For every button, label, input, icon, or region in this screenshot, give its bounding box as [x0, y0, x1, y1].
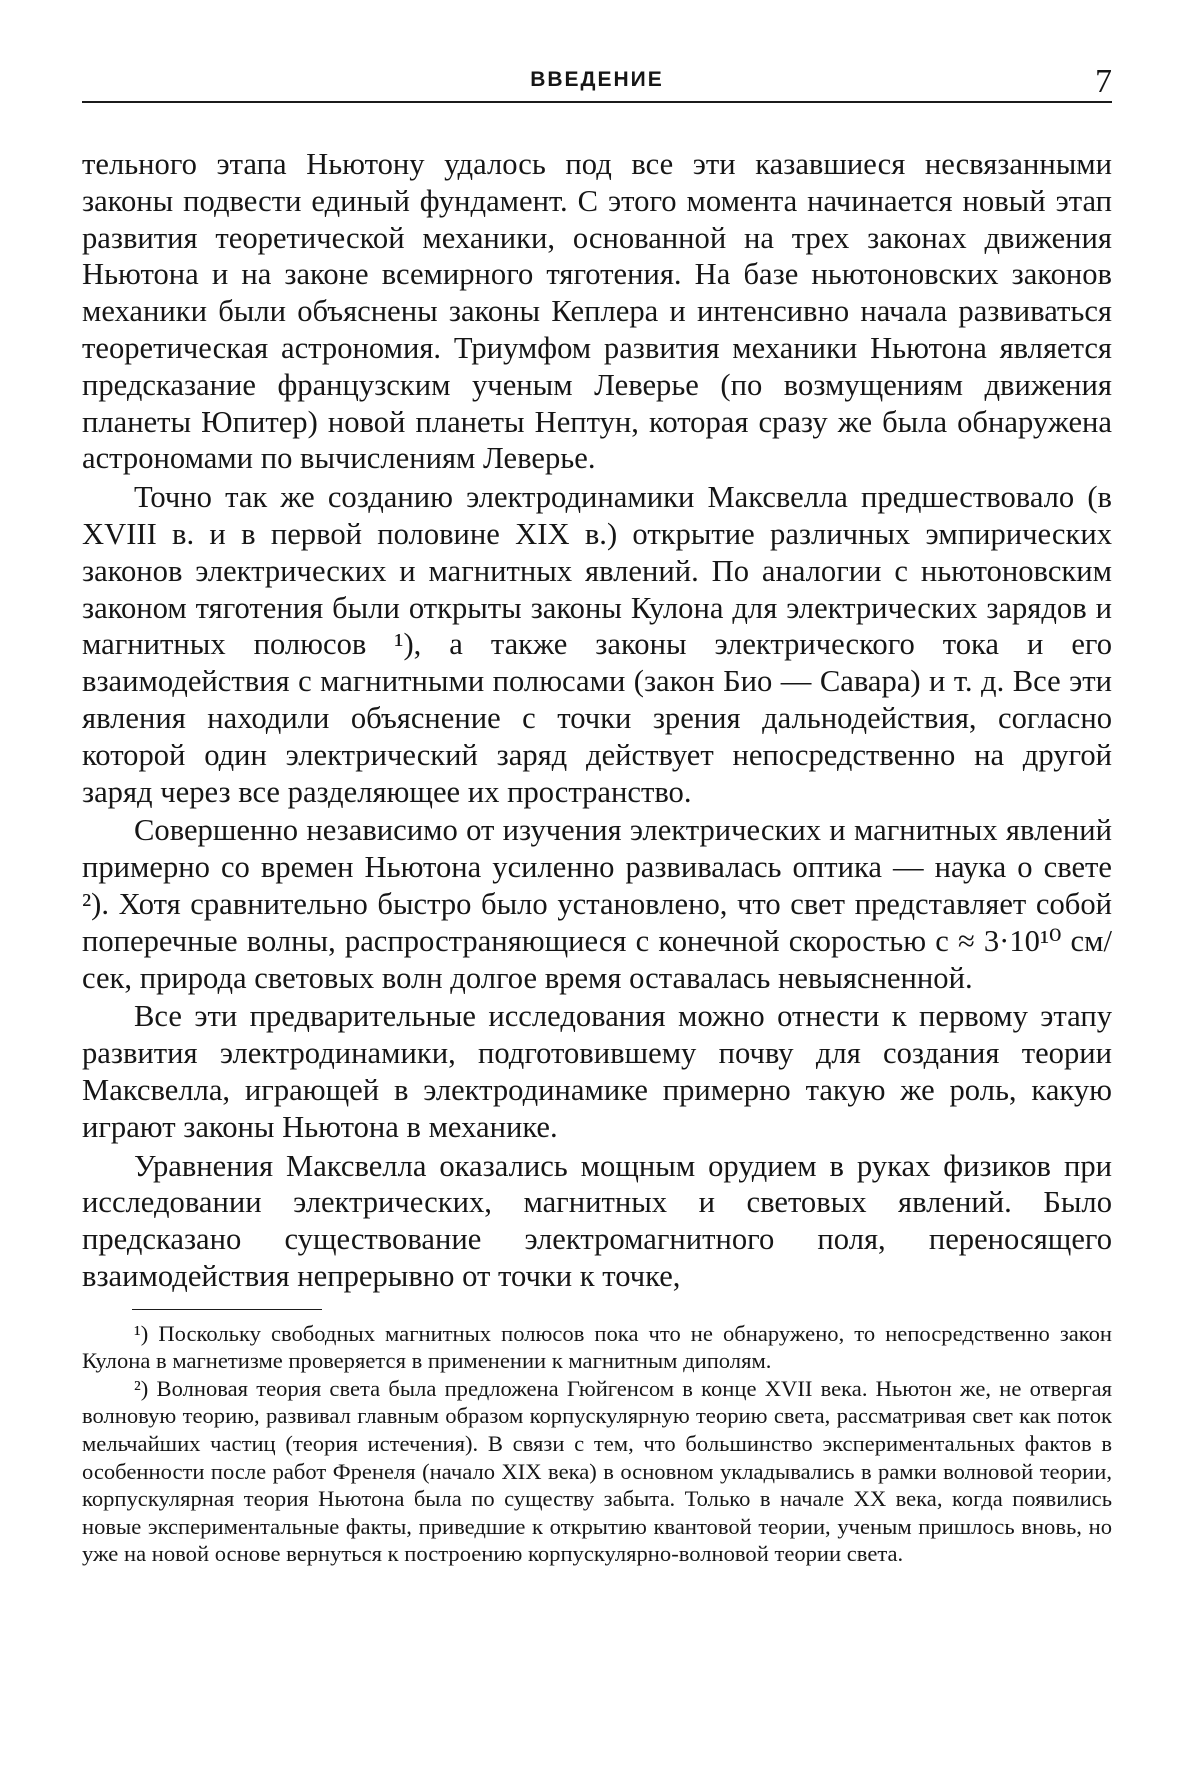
- footnote-1: ¹) Поскольку свободных магнитных полюсов пока что не обнаружено, то непосредственно закон Кулона в магнетизме проверяется в применении к магнитным диполям.: [82, 1320, 1112, 1374]
- paragraph-electrodynamics-history: Точно так же созданию электродинамики Максвелла предшествовало (в XVIII в. и в первой половине XIX в.) открытие различных эмпирических законов электрических и магнитных явлений. По аналогии с ньютоновским законом тяготения были открыты законы Кулона для электрических зарядов и магнитных полюсов ¹), а также законы электрического тока и его взаимодействия с магнитными полюсами (закон Био — Савара) и т. д. Все эти явления находили объяснение с точки зрения дальнодействия, согласно которой один электрический заряд действует непосредственно на другой заряд через все разделяющее их пространство.: [82, 480, 1112, 809]
- footnotes: [82, 1320, 1112, 1568]
- chapter-title: ВВЕДЕНИЕ: [530, 68, 664, 91]
- paragraph-first-stage: Все эти предварительные исследования можно отнести к первому этапу развития электродинамики, подготовившему почву для создания теории Максвелла, играющей в электродинамике примерно такую же роль, какую играют законы Ньютона в механике.: [82, 999, 1112, 1144]
- book-page: [82, 62, 1112, 1568]
- paragraph-newton-mechanics: тельного этапа Ньютону удалось под все эти казавшиеся несвязанными законы подвести единый фундамент. С этого момента начинается новый этап развития теоретической механики, основанной на трех законах движения Ньютона и на законе всемирного тяготения. На базе ньютоновских законов механики были объяснены законы Кеплера и интенсивно начала развиваться теоретическая астрономия. Триумфом развития механики Ньютона является предсказание французским ученым Леверье (по возмущениям движения планеты Юпитер) новой планеты Нептун, которая сразу же была обнаружена астрономами по вычислениям Леверье.: [82, 147, 1112, 476]
- footnote-rule: [132, 1309, 322, 1310]
- running-header: [82, 62, 1112, 102]
- body-text: [82, 146, 1112, 1295]
- header-rule: [82, 101, 1112, 103]
- paragraph-maxwell-equations: Уравнения Максвелла оказались мощным орудием в руках физиков при исследовании электрических, магнитных и световых явлений. Было предсказано существование электромагнитного поля, переносящего взаимодействия непрерывно от точки к точке,: [82, 1148, 1112, 1293]
- footnote-2: ²) Волновая теория света была предложена Гюйгенсом в конце XVII века. Ньютон же, не отвергая волновую теорию, развивал главным образом корпускулярную теорию света, рассматривая свет как поток мельчайших частиц (теория истечения). В связи с тем, что большинство экспериментальных фактов в особенности после работ Френеля (начало XIX века) в основном укладывались в рамки волновой теории, корпускулярная теория Ньютона была по существу забыта. Только в начале XX века, когда появились новые экспериментальные факты, приведшие к открытию квантовой теории, ученым пришлось вновь, но уже на новой основе вернуться к построению корпускулярно-волновой теории света.: [82, 1375, 1112, 1567]
- page-number: 7: [1095, 63, 1112, 100]
- paragraph-optics: Совершенно независимо от изучения электрических и магнитных явлений примерно со времен Ньютона усиленно развивалась оптика — наука о свете ²). Хотя сравнительно быстро было установлено, что свет представляет собой поперечные волны, распространяющиеся с конечной скоростью c ≈ 3·10¹⁰ см/сек, природа световых волн долгое время оставалась невыясненной.: [82, 813, 1112, 995]
